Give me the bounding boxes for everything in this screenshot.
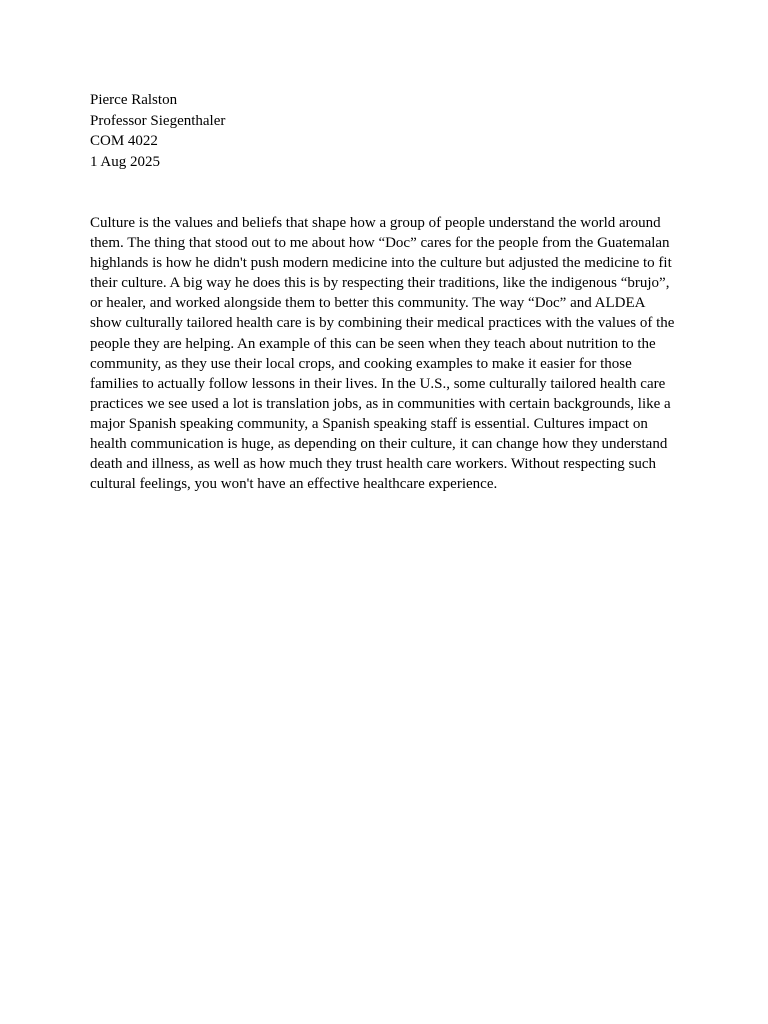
author-name: Pierce Ralston <box>90 92 178 108</box>
course-code: COM 4022 <box>90 133 158 149</box>
paragraph-line: death and illness, as well as how much they trust health care workers. Without respecting such <box>90 456 657 473</box>
paragraph-line: show culturally tailored health care is by combining their medical practices with the values of the <box>90 315 675 332</box>
paragraph-line: practices we see used a lot is translation jobs, as in communities with certain backgrounds, like a <box>90 395 671 412</box>
paragraph-line: them. The thing that stood out to me about how “Doc” cares for the people from the Guatemalan <box>90 235 670 252</box>
document-header <box>90 90 225 172</box>
paragraph-line: or healer, and worked alongside them to better this community. The way “Doc” and ALDEA <box>90 295 646 312</box>
paragraph-line: people they are helping. An example of this can be seen when they teach about nutrition to the <box>90 335 656 352</box>
paragraph-line: highlands is how he didn't push modern medicine into the culture but adjusted the medicine to fit <box>90 255 672 272</box>
instructor-name: Professor Siegenthaler <box>90 112 226 129</box>
paragraph-line: community, as they use their local crops, and cooking examples to make it easier for those <box>90 355 632 372</box>
paragraph-line: their culture. A big way he does this is by respecting their traditions, like the indigenous “brujo”, <box>90 275 670 292</box>
paragraph-line: Culture is the values and beliefs that shape how a group of people understand the world around <box>90 215 661 231</box>
paragraph-line: health communication is huge, as depending on their culture, it can change how they understand <box>90 436 668 453</box>
document-date: 1 Aug 2025 <box>90 153 161 170</box>
paragraph-line: families to actually follow lessons in their lives. In the U.S., some culturally tailored health care <box>90 375 666 392</box>
paragraph-line: cultural feelings, you won't have an effective healthcare experience. <box>90 476 498 493</box>
paragraph-line: major Spanish speaking community, a Spanish speaking staff is essential. Cultures impact on <box>90 415 648 432</box>
body-paragraph <box>90 213 690 494</box>
